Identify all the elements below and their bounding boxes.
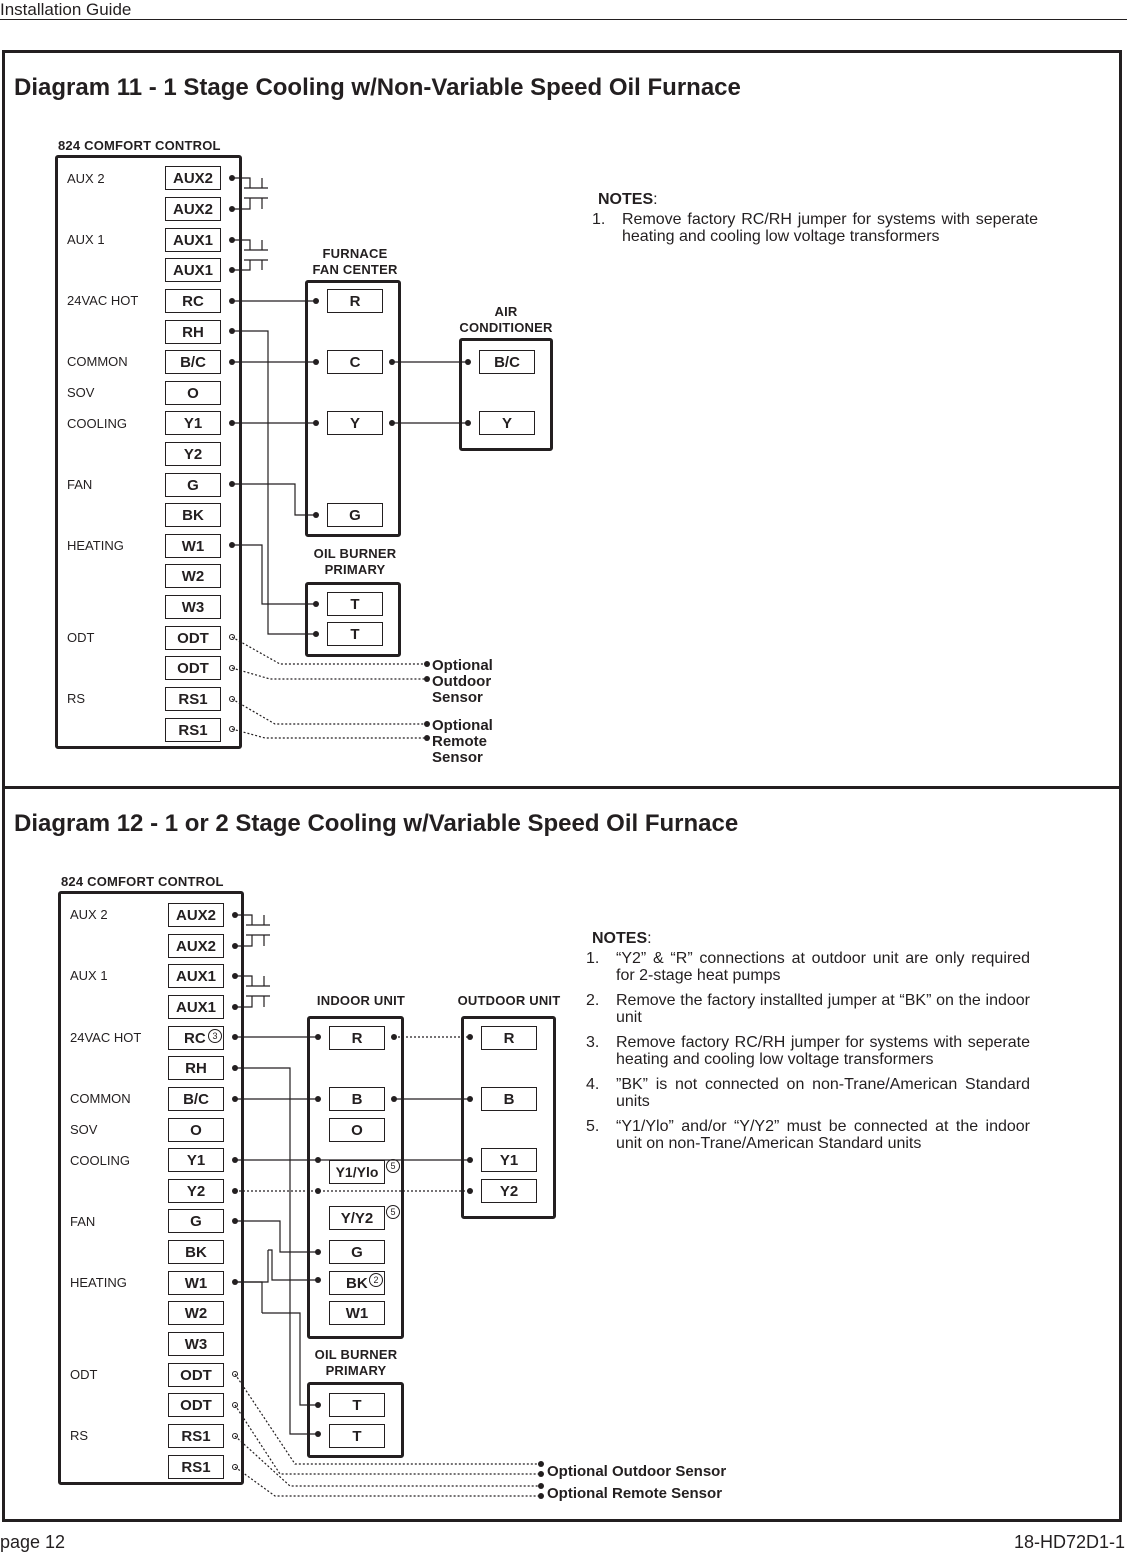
d11-aux2-jumper-a (232, 178, 262, 188)
d12-control-title: 824 COMFORT CONTROL (61, 874, 224, 889)
d11-term-rs1-a: RS1 (165, 687, 221, 711)
d12-term-y2: Y2 (168, 1179, 224, 1203)
d11-term-o: O (165, 381, 221, 405)
d12-oil-title: OIL BURNER PRIMARY (314, 1347, 398, 1378)
d12-indoor-title: INDOOR UNIT (316, 993, 406, 1008)
d11-term-w2: W2 (165, 564, 221, 588)
d12-note-5: 5. “Y1/Ylo” and/or “Y/Y2” must be connected at the indoor unit on non-Trane/American Standard units (586, 1118, 1030, 1152)
d11-furnace-r: R (327, 289, 383, 313)
d11-wire-rh-t (232, 331, 316, 634)
d12-label-fan: FAN (70, 1214, 96, 1229)
d11-ac-title: AIR CONDITIONER (459, 304, 553, 335)
d12-wire-w1-bk (235, 1250, 318, 1282)
d12-indoor-r: R (329, 1026, 385, 1050)
d12-label-common: COMMON (70, 1091, 131, 1106)
d11-term-rs1-b: RS1 (165, 718, 221, 742)
d11-oil-title: OIL BURNER PRIMARY (313, 546, 397, 577)
diagram-12-title: Diagram 12 - 1 or 2 Stage Cooling w/Variable Speed Oil Furnace (14, 810, 739, 837)
d12-outdoor-title: OUTDOOR UNIT (457, 993, 561, 1008)
d12-label-24vac: 24VAC HOT (70, 1030, 142, 1045)
d12-rc-note-marker: 3 (208, 1029, 222, 1043)
d11-term-aux1-b: AUX1 (165, 258, 221, 282)
d12-term-w2: W2 (168, 1301, 224, 1325)
d12-term-aux2-a: AUX2 (168, 903, 224, 927)
d11-wire-rs-sensor-b (232, 729, 425, 738)
d11-term-w3: W3 (165, 595, 221, 619)
d11-label-fan: FAN (67, 477, 93, 492)
d11-label-odt: ODT (67, 630, 95, 645)
d12-label-aux2: AUX 2 (70, 907, 108, 922)
d11-wire-w1-t (232, 545, 316, 604)
d11-control-title: 824 COMFORT CONTROL (58, 138, 221, 153)
d12-wire-odt-sensor-a (235, 1374, 540, 1464)
d12-term-y1: Y1 (168, 1148, 224, 1172)
d11-label-24vac: 24VAC HOT (67, 293, 139, 308)
d12-aux1-jumper-a (235, 976, 264, 986)
d12-wire-rs-sensor-a (235, 1436, 540, 1486)
d11-term-rh: RH (165, 320, 221, 344)
d12-term-w3: W3 (168, 1332, 224, 1356)
d11-term-y1: Y1 (165, 411, 221, 435)
d12-outdoor-r: R (481, 1026, 537, 1050)
d11-ac-y: Y (479, 411, 535, 435)
d11-term-w1: W1 (165, 534, 221, 558)
d12-label-sov: SOV (70, 1122, 98, 1137)
d11-furnace-title: FURNACE FAN CENTER (312, 246, 398, 277)
d12-outdoor-y1: Y1 (481, 1148, 537, 1172)
d11-term-bk: BK (165, 503, 221, 527)
d12-term-aux1-a: AUX1 (168, 964, 224, 988)
d11-term-aux2-a: AUX2 (165, 166, 221, 190)
d11-aux2-jumper-cap (244, 188, 268, 198)
d11-wire-g-g (232, 484, 316, 515)
d11-label-aux1: AUX 1 (67, 232, 105, 247)
d12-term-rc: RC (168, 1026, 224, 1050)
d12-indoor-b: B (329, 1087, 385, 1111)
d11-label-sov: SOV (67, 385, 95, 400)
d12-wire-rh-t (235, 1068, 318, 1434)
d12-aux1-jumper-b (235, 996, 264, 1007)
d12-term-rh: RH (168, 1056, 224, 1080)
d12-term-aux1-b: AUX1 (168, 995, 224, 1019)
d12-indoor-y-y2: Y/Y2 (329, 1206, 385, 1230)
d12-term-rs1-b: RS1 (168, 1455, 224, 1479)
d11-ac-bc: B/C (479, 350, 535, 374)
d11-term-aux2-b: AUX2 (165, 197, 221, 221)
d11-aux1-jumper-b (232, 260, 262, 270)
d12-term-rs1-a: RS1 (168, 1424, 224, 1448)
d12-bk-note-marker: 2 (369, 1273, 383, 1287)
d11-term-bc: B/C (165, 350, 221, 374)
d11-furnace-c: C (327, 350, 383, 374)
d12-outdoor-b: B (481, 1087, 537, 1111)
d12-oil-t2: T (329, 1424, 385, 1448)
d11-term-y2: Y2 (165, 442, 221, 466)
d11-wire-odt-sensor-a (232, 637, 425, 664)
terminal-dots (229, 175, 544, 1499)
d12-indoor-y1-ylo: Y1/Ylo (329, 1160, 385, 1184)
d12-wire-w1-t (235, 1282, 318, 1405)
d12-remote-sensor-label: Optional Remote Sensor (547, 1485, 723, 1502)
d12-indoor-o: O (329, 1118, 385, 1142)
d11-furnace-g: G (327, 503, 383, 527)
d12-term-g: G (168, 1209, 224, 1233)
d11-aux1-jumper-cap (244, 250, 268, 260)
d12-wire-g-g (235, 1221, 318, 1252)
d12-term-w1: W1 (168, 1271, 224, 1295)
d12-label-aux1: AUX 1 (70, 968, 108, 983)
d11-wire-rs-sensor-a (232, 699, 425, 724)
d12-note-4: 4. ”BK” is not connected on non-Trane/American Standard units (586, 1076, 1030, 1110)
d11-aux2-jumper-b (232, 198, 262, 209)
d12-aux2-jumper-b (235, 935, 264, 946)
page-header: Installation Guide (0, 0, 132, 19)
d11-notes: NOTES: 1. Remove factory RC/RH jumper for systems with seperate heating and cooling low voltage transformers (592, 191, 1038, 245)
d11-outdoor-sensor-label: Optional Outdoor Sensor (432, 657, 493, 706)
d11-term-g: G (165, 473, 221, 497)
d12-term-bk: BK (168, 1240, 224, 1264)
d12-indoor-bk: BK (329, 1271, 385, 1295)
d12-aux1-jumper-cap (246, 986, 270, 996)
d11-label-aux2: AUX 2 (67, 171, 105, 186)
d11-note-1: 1. Remove factory RC/RH jumper for systems with seperate heating and cooling low voltage transformers (592, 211, 1038, 245)
d12-label-rs: RS (70, 1428, 89, 1443)
d12-indoor-w1: W1 (329, 1301, 385, 1325)
d12-label-cooling: COOLING (70, 1153, 130, 1168)
diagram-11-title: Diagram 11 - 1 Stage Cooling w/Non-Variable Speed Oil Furnace (14, 74, 741, 101)
d11-furnace-y: Y (327, 411, 383, 435)
d11-oil-t2: T (327, 622, 383, 646)
d11-aux1-jumper-a (232, 240, 262, 250)
d12-aux2-jumper-a (235, 915, 264, 925)
d12-notes: NOTES: 1. “Y2” & “R” connections at outdoor unit are only required for 2-stage heat pumps 2. Remove the factory installted jumper at “BK” on the indoor unit 3. Remove factory RC/RH jumper for systems with seperate heating and cooling low voltage transformers 4. ”BK” is not connected on non-Trane/American Standard units 5. “Y1/Ylo” and/or “Y/Y2” must be connected at the indoor unit on non-Trane/American Standard units (586, 930, 1030, 1152)
d11-notes-title: NOTES (598, 191, 654, 208)
document-id: 18-HD72D1-1 (1013, 1532, 1125, 1552)
d11-oil-t1: T (327, 592, 383, 616)
d11-term-aux1-a: AUX1 (165, 228, 221, 252)
d11-term-rc: RC (165, 289, 221, 313)
d11-label-cooling: COOLING (67, 416, 127, 431)
d12-outdoor-sensor-label: Optional Outdoor Sensor (547, 1463, 727, 1480)
d11-wire-odt-sensor-b (232, 668, 425, 679)
d12-oil-t1: T (329, 1393, 385, 1417)
d11-remote-sensor-label: Optional Remote Sensor (432, 717, 493, 766)
d11-label-rs: RS (67, 691, 86, 706)
d12-wire-rs-sensor-b (235, 1467, 540, 1496)
d12-term-aux2-b: AUX2 (168, 934, 224, 958)
d12-y2-note-marker: 5 (386, 1205, 400, 1219)
d12-aux2-jumper-cap (246, 925, 270, 935)
d12-term-odt-b: ODT (168, 1393, 224, 1417)
d12-notes-title: NOTES (592, 930, 648, 947)
d12-note-1: 1. “Y2” & “R” connections at outdoor unit are only required for 2-stage heat pumps (586, 950, 1030, 984)
d12-note-3: 3. Remove factory RC/RH jumper for systems with seperate heating and cooling low voltage transformers (586, 1034, 1030, 1068)
d11-term-odt-a: ODT (165, 626, 221, 650)
d11-label-heating: HEATING (67, 538, 124, 553)
d12-term-bc: B/C (168, 1087, 224, 1111)
d11-term-odt-b: ODT (165, 656, 221, 680)
page-number: page 12 (0, 1532, 66, 1552)
d12-label-odt: ODT (70, 1367, 98, 1382)
d12-note-2: 2. Remove the factory installted jumper at “BK” on the indoor unit (586, 992, 1030, 1026)
d11-label-common: COMMON (67, 354, 128, 369)
d12-term-o: O (168, 1118, 224, 1142)
d12-label-heating: HEATING (70, 1275, 127, 1290)
d12-indoor-g: G (329, 1240, 385, 1264)
d12-ylo-note-marker: 5 (386, 1159, 400, 1173)
d12-outdoor-y2: Y2 (481, 1179, 537, 1203)
d12-term-odt-a: ODT (168, 1363, 224, 1387)
